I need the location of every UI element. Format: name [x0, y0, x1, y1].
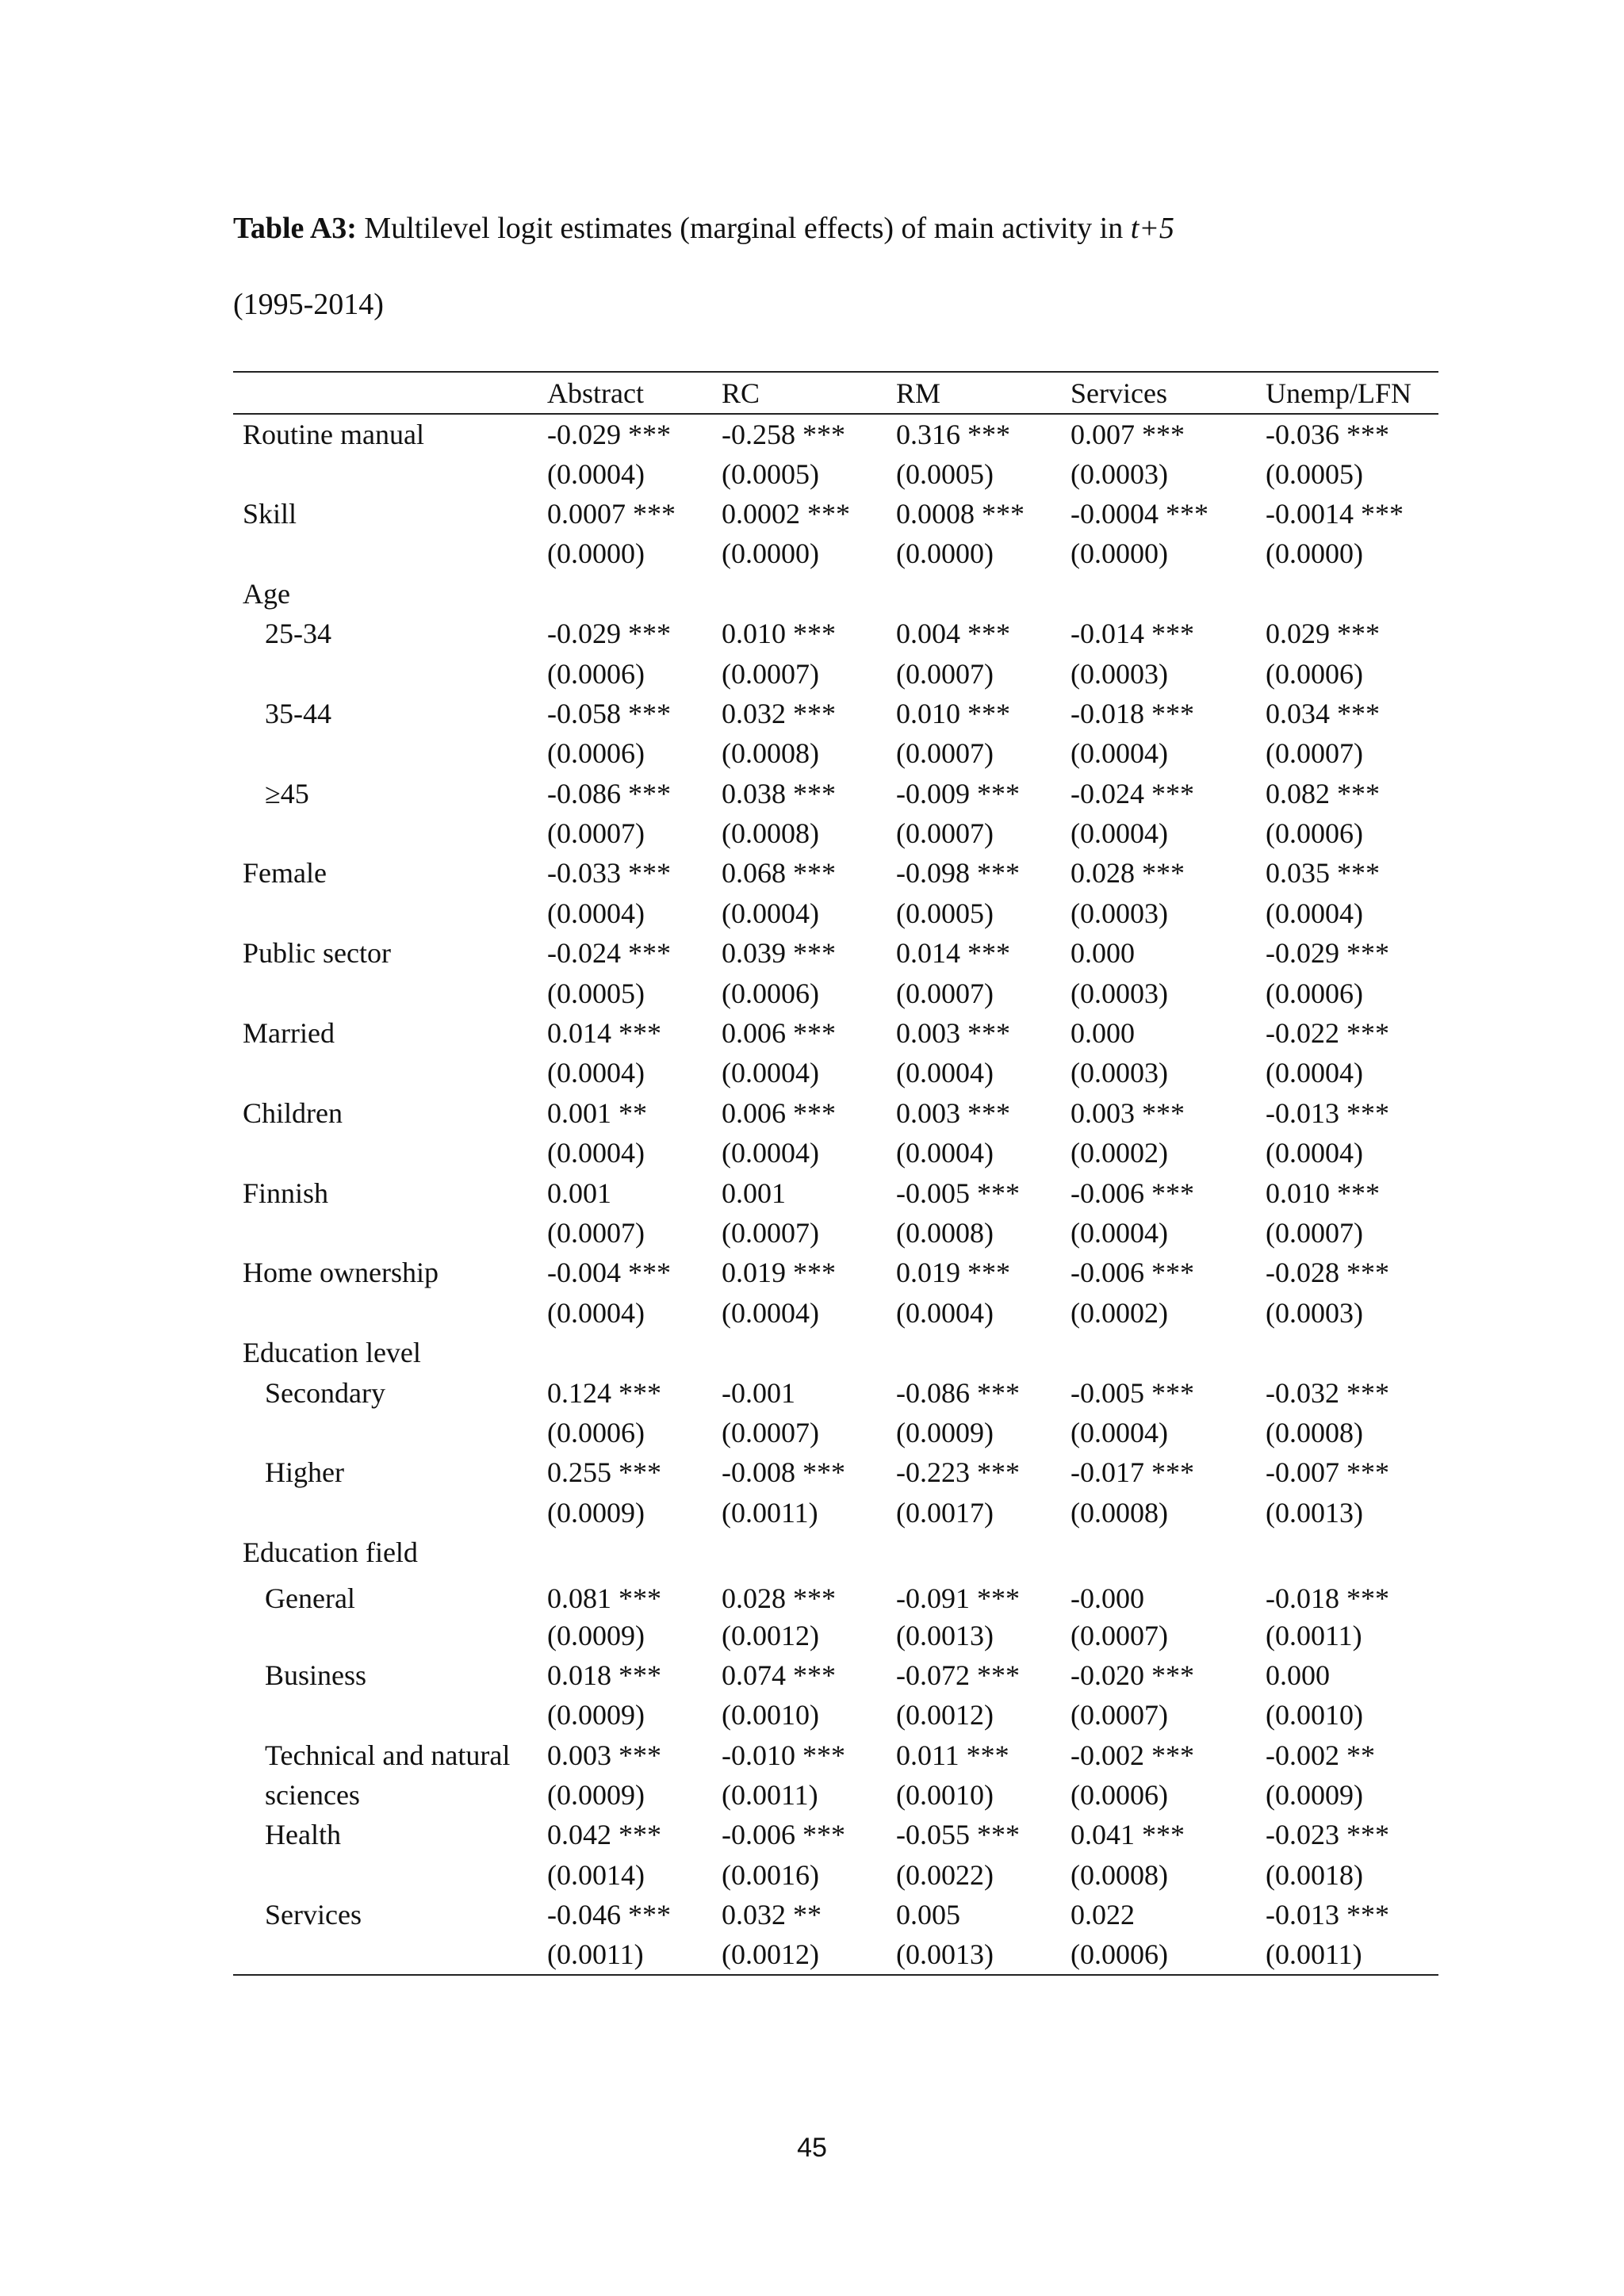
caption-italic: t+5: [1130, 212, 1174, 245]
table-row: [233, 574, 1438, 614]
table-cell: -0.002 **: [1266, 1739, 1375, 1771]
table-cell: (0.0010): [722, 1699, 819, 1732]
table-row: [233, 733, 1438, 773]
table-cell: (0.0003): [1071, 657, 1168, 690]
table-cell: (0.0014): [547, 1858, 645, 1891]
table-cell: -0.006 ***: [1071, 1257, 1194, 1289]
table-cell: (0.0007): [1266, 737, 1363, 770]
table-cell: (0.0004): [1071, 737, 1168, 770]
table-cell: 0.003 ***: [1071, 1096, 1185, 1129]
table-cell: (0.0002): [1071, 1137, 1168, 1169]
table-cell: [1071, 574, 1266, 614]
table-cell: (0.0013): [896, 1619, 994, 1651]
column-header: Unemp/LFN: [1266, 372, 1438, 414]
table-cell: (0.0013): [896, 1934, 1071, 1974]
table-cell: (0.0010): [896, 1779, 994, 1812]
table-cell: 0.038 ***: [722, 777, 836, 809]
table-cell: (0.0000): [547, 538, 645, 570]
table-cell: (0.0004): [896, 1057, 994, 1089]
table-cell: (0.0007): [1071, 1699, 1168, 1732]
table-cell: (0.0007): [547, 1217, 645, 1249]
table-cell: 0.255 ***: [547, 1456, 661, 1489]
table-cell: 0.019 ***: [896, 1257, 1010, 1289]
table-cell: -0.010 ***: [722, 1739, 845, 1771]
column-header: Abstract: [547, 372, 722, 414]
table-cell: (0.0003): [1071, 897, 1168, 929]
row-label: 25-34: [265, 618, 331, 650]
table-cell: 0.003 ***: [896, 1017, 1010, 1050]
row-label: Technical and natural: [265, 1739, 511, 1771]
table-cell: 0.010 ***: [896, 697, 1010, 729]
table-cell: 0.0007 ***: [547, 497, 676, 530]
table-cell: (0.0007): [1266, 1217, 1363, 1249]
table-cell: (0.0012): [896, 1699, 994, 1732]
page-number: 45: [797, 2133, 827, 2163]
row-label: [233, 733, 547, 773]
table-cell: (0.0004): [1266, 1057, 1363, 1089]
caption-line-1: [233, 190, 1423, 266]
table-cell: (0.0007): [722, 1416, 819, 1448]
table-cell: -0.022 ***: [1266, 1017, 1389, 1050]
row-label: [233, 1934, 547, 1974]
row-label: 35-44: [265, 697, 331, 729]
table-row: [233, 534, 1438, 573]
table-cell: 0.003 ***: [896, 1096, 1010, 1129]
table-cell: (0.0008): [722, 817, 819, 850]
table-cell: (0.0003): [1266, 1296, 1363, 1329]
table-cell: 0.124 ***: [547, 1376, 661, 1409]
table-cell: (0.0005): [896, 457, 994, 490]
table-row: [233, 494, 1438, 534]
table-cell: 0.001 **: [547, 1096, 647, 1129]
table-cell: (0.0004): [896, 1137, 994, 1169]
table-cell: (0.0003): [1071, 457, 1168, 490]
table-cell: (0.0004): [722, 1296, 819, 1329]
estimates-table: [233, 371, 1438, 1976]
row-label: Skill: [243, 497, 297, 530]
table-cell: -0.018 ***: [1266, 1582, 1389, 1615]
row-label: Public sector: [243, 937, 391, 970]
caption-period: (1995-2014): [233, 288, 384, 321]
table-cell: (0.0006): [547, 1416, 645, 1448]
table-cell: (0.0004): [1071, 1416, 1168, 1448]
row-label: [233, 534, 547, 573]
table-cell: 0.010 ***: [1266, 1177, 1380, 1209]
table-cell: (0.0004): [1071, 817, 1168, 850]
table-row: [233, 1133, 1438, 1173]
table-cell: 0.032 **: [722, 1899, 822, 1931]
table-cell: (0.0004): [547, 457, 645, 490]
table-cell: 0.316 ***: [896, 418, 1010, 450]
table-row: [233, 1695, 1438, 1735]
table-cell: (0.0006): [1266, 977, 1363, 1009]
table-row: [233, 1173, 1438, 1212]
table-cell: (0.0004): [722, 1137, 819, 1169]
table-cell: 0.039 ***: [722, 937, 836, 970]
table-cell: (0.0000): [896, 538, 994, 570]
table-cell: 0.029 ***: [1266, 618, 1380, 650]
table-cell: 0.000: [1071, 1017, 1135, 1050]
table-cell: -0.023 ***: [1266, 1819, 1389, 1851]
table-row: [233, 1333, 1438, 1372]
row-label: Married: [243, 1017, 335, 1050]
table-cell: 0.014 ***: [896, 937, 1010, 970]
table-cell: -0.014 ***: [1071, 618, 1194, 650]
table-cell: (0.0004): [547, 1057, 645, 1089]
table-cell: (0.0004): [722, 1057, 819, 1089]
table-cell: (0.0000): [1266, 538, 1363, 570]
table-cell: (0.0004): [1266, 1137, 1363, 1169]
table-cell: -0.007 ***: [1266, 1456, 1389, 1489]
table-cell: [896, 1533, 1071, 1572]
table-cell: 0.081 ***: [547, 1582, 661, 1615]
table-cell: (0.0005): [896, 897, 994, 929]
caption-label: Table A3:: [233, 212, 357, 245]
row-label: Age: [243, 577, 290, 610]
table-cell: (0.0007): [896, 737, 994, 770]
table-cell: (0.0004): [1266, 897, 1363, 929]
table-cell: -0.029 ***: [1266, 937, 1389, 970]
row-label: Female: [243, 857, 327, 890]
table-row: [233, 774, 1438, 813]
table-cell: -0.004 ***: [547, 1257, 671, 1289]
row-label: [233, 1293, 547, 1333]
table-cell: (0.0004): [722, 897, 819, 929]
column-header: Services: [1071, 372, 1266, 414]
table-cell: (0.0007): [1071, 1619, 1168, 1651]
table-cell: -0.013 ***: [1266, 1096, 1389, 1129]
table-cell: (0.0004): [1071, 1217, 1168, 1249]
row-label: [233, 1413, 547, 1452]
table-cell: -0.058 ***: [547, 697, 671, 729]
table-cell: [896, 1333, 1071, 1372]
table-cell: -0.086 ***: [547, 777, 671, 809]
table-cell: [1071, 1333, 1266, 1372]
table-cell: (0.0007): [896, 977, 994, 1009]
table-cell: (0.0018): [1266, 1858, 1363, 1891]
table-cell: (0.0000): [722, 538, 819, 570]
table-row: [233, 1815, 1438, 1854]
table-cell: (0.0006): [1071, 1934, 1266, 1974]
table-cell: -0.005 ***: [896, 1177, 1020, 1209]
table-cell: 0.0008 ***: [896, 497, 1025, 530]
table-cell: -0.006 ***: [1071, 1177, 1194, 1209]
table-row: [233, 894, 1438, 933]
table-row: [233, 1775, 1438, 1815]
table-row: [233, 973, 1438, 1012]
table-cell: (0.0011): [722, 1779, 818, 1812]
table-cell: (0.0004): [896, 1296, 994, 1329]
table-row: [233, 1655, 1438, 1695]
table-row: [233, 414, 1438, 453]
table-row: [233, 1293, 1438, 1333]
table-cell: -0.098 ***: [896, 857, 1020, 890]
row-label: [233, 1213, 547, 1253]
table-cell: 0.035 ***: [1266, 857, 1380, 890]
table-row: [233, 1934, 1438, 1974]
table-cell: -0.032 ***: [1266, 1376, 1389, 1409]
table-cell: [1071, 1533, 1266, 1572]
table-cell: (0.0016): [722, 1858, 819, 1891]
table-cell: 0.082 ***: [1266, 777, 1380, 809]
table-cell: (0.0008): [1071, 1858, 1168, 1891]
table-cell: 0.010 ***: [722, 618, 836, 650]
column-header: [233, 372, 547, 414]
row-label: Secondary: [265, 1376, 385, 1409]
table-cell: (0.0010): [1266, 1699, 1363, 1732]
row-label: Education level: [243, 1337, 421, 1369]
table-cell: -0.258 ***: [722, 418, 845, 450]
table-cell: 0.005: [896, 1899, 960, 1931]
table-cell: (0.0006): [1266, 657, 1363, 690]
table-cell: (0.0008): [1266, 1416, 1363, 1448]
table-cell: -0.009 ***: [896, 777, 1020, 809]
row-label: [233, 894, 547, 933]
table-cell: 0.028 ***: [722, 1582, 836, 1615]
table-cell: (0.0009): [547, 1779, 645, 1812]
table-row: [233, 1735, 1438, 1775]
table-cell: (0.0000): [1071, 538, 1168, 570]
table-cell: 0.022: [1071, 1899, 1135, 1931]
table-row: [233, 1533, 1438, 1572]
table-cell: 0.041 ***: [1071, 1819, 1185, 1851]
table-cell: (0.0006): [722, 977, 819, 1009]
table-cell: (0.0002): [1071, 1296, 1168, 1329]
table-cell: (0.0012): [722, 1619, 819, 1651]
table-cell: (0.0003): [1071, 1057, 1168, 1089]
table-cell: (0.0007): [722, 1217, 819, 1249]
table-cell: -0.002 ***: [1071, 1739, 1194, 1771]
table-row: [233, 1372, 1438, 1412]
table-row: [233, 614, 1438, 653]
table-cell: (0.0011): [1266, 1619, 1362, 1651]
table-cell: 0.019 ***: [722, 1257, 836, 1289]
table-cell: 0.006 ***: [722, 1017, 836, 1050]
table-cell: (0.0006): [547, 737, 645, 770]
table-cell: (0.0004): [547, 1296, 645, 1329]
table-cell: 0.006 ***: [722, 1096, 836, 1129]
table-cell: -0.086 ***: [896, 1376, 1020, 1409]
table-cell: (0.0007): [896, 657, 994, 690]
table-row: [233, 813, 1438, 853]
table-cell: -0.055 ***: [896, 1819, 1020, 1851]
row-label: Children: [243, 1096, 343, 1129]
table-cell: -0.018 ***: [1071, 697, 1194, 729]
table-cell: [1266, 1533, 1438, 1572]
row-label: Education field: [243, 1536, 418, 1569]
table-cell: (0.0009): [547, 1496, 645, 1529]
table-cell: 0.014 ***: [547, 1017, 661, 1050]
table-cell: 0.000: [1071, 937, 1135, 970]
table-cell: -0.029 ***: [547, 618, 671, 650]
table-cell: -0.024 ***: [547, 937, 671, 970]
table-cell: -0.013 ***: [1266, 1899, 1389, 1931]
table-row: [233, 853, 1438, 893]
row-label: General: [265, 1582, 355, 1615]
column-header: RM: [896, 372, 1071, 414]
table-row: [233, 1615, 1438, 1655]
table-cell: (0.0009): [896, 1416, 994, 1448]
table-cell: (0.0005): [722, 457, 819, 490]
table-row: [233, 653, 1438, 693]
table-row: [233, 1895, 1438, 1934]
table-cell: 0.003 ***: [547, 1739, 661, 1771]
table-row: [233, 1093, 1438, 1133]
row-label: [233, 973, 547, 1012]
table-cell: (0.0003): [1071, 977, 1168, 1009]
table-cell: -0.000: [1071, 1582, 1144, 1615]
table-cell: (0.0007): [896, 817, 994, 850]
table-cell: 0.032 ***: [722, 697, 836, 729]
table-cell: (0.0017): [896, 1496, 994, 1529]
table-cell: 0.001: [547, 1177, 611, 1209]
table-cell: [1266, 1333, 1438, 1372]
table-cell: (0.0012): [722, 1934, 896, 1974]
row-label: Higher: [265, 1456, 344, 1489]
row-label: [233, 1493, 547, 1533]
table-cell: -0.0014 ***: [1266, 497, 1404, 530]
table-cell: [722, 1533, 896, 1572]
table-cell: (0.0008): [1071, 1496, 1168, 1529]
table-cell: 0.004 ***: [896, 618, 1010, 650]
table-cell: (0.0007): [722, 657, 819, 690]
table-cell: [722, 1333, 896, 1372]
row-label: Services: [265, 1899, 362, 1931]
table-cell: [547, 574, 722, 614]
table-row: [233, 1413, 1438, 1452]
table-cell: (0.0008): [896, 1217, 994, 1249]
table-row: [233, 1253, 1438, 1292]
table-cell: (0.0009): [547, 1619, 645, 1651]
table-cell: [547, 1333, 722, 1372]
table-cell: 0.042 ***: [547, 1819, 661, 1851]
table-cell: (0.0007): [547, 817, 645, 850]
table-row: [233, 933, 1438, 973]
table-cell: 0.0002 ***: [722, 497, 850, 530]
table-cell: 0.034 ***: [1266, 697, 1380, 729]
row-label: [233, 1053, 547, 1093]
table-cell: 0.001: [722, 1177, 786, 1209]
table-cell: [896, 574, 1071, 614]
table-cell: -0.091 ***: [896, 1582, 1020, 1615]
table-header-row: [233, 372, 1438, 414]
table-cell: 0.028 ***: [1071, 857, 1185, 890]
table-cell: -0.020 ***: [1071, 1659, 1194, 1691]
table-cell: -0.006 ***: [722, 1819, 845, 1851]
table-cell: (0.0011): [722, 1496, 818, 1529]
table-cell: 0.011 ***: [896, 1739, 1009, 1771]
row-label: Business: [265, 1659, 367, 1691]
row-label: [233, 1615, 547, 1655]
table-cell: -0.017 ***: [1071, 1456, 1194, 1489]
row-label: [233, 813, 547, 853]
table-cell: 0.074 ***: [722, 1659, 836, 1691]
table-cell: -0.001: [722, 1376, 795, 1409]
table-cell: -0.223 ***: [896, 1456, 1020, 1489]
table-cell: (0.0008): [722, 737, 819, 770]
row-label: Routine manual: [243, 418, 424, 450]
table-cell: -0.072 ***: [896, 1659, 1020, 1691]
table-row: [233, 1053, 1438, 1093]
table-row: [233, 1572, 1438, 1615]
table-cell: [547, 1533, 722, 1572]
row-label: sciences: [265, 1779, 360, 1812]
table-row: [233, 453, 1438, 493]
table-row: [233, 1213, 1438, 1253]
table-row: [233, 1493, 1438, 1533]
column-header: RC: [722, 372, 896, 414]
table-cell: (0.0005): [1266, 457, 1363, 490]
row-label: [233, 653, 547, 693]
table-cell: (0.0013): [1266, 1496, 1363, 1529]
table-cell: -0.005 ***: [1071, 1376, 1194, 1409]
row-label: Finnish: [243, 1177, 329, 1209]
table-cell: (0.0006): [547, 657, 645, 690]
table-cell: (0.0011): [547, 1934, 722, 1974]
table-cell: (0.0011): [1266, 1934, 1438, 1974]
table-caption: [233, 190, 1423, 342]
table-cell: (0.0006): [1071, 1779, 1168, 1812]
row-label: ≥45: [265, 777, 309, 809]
row-label: Home ownership: [243, 1257, 439, 1289]
table-cell: [1266, 574, 1438, 614]
table-cell: -0.046 ***: [547, 1899, 671, 1931]
row-label: Health: [265, 1819, 341, 1851]
table-cell: 0.007 ***: [1071, 418, 1185, 450]
table-cell: [722, 574, 896, 614]
table-cell: (0.0009): [547, 1699, 645, 1732]
table-cell: (0.0004): [547, 1137, 645, 1169]
table-cell: 0.000: [1266, 1659, 1330, 1691]
table-cell: 0.018 ***: [547, 1659, 661, 1691]
row-label: [233, 1133, 547, 1173]
table-cell: -0.008 ***: [722, 1456, 845, 1489]
table-cell: 0.068 ***: [722, 857, 836, 890]
table-cell: (0.0004): [547, 897, 645, 929]
table-row: [233, 1452, 1438, 1492]
table-cell: -0.0004 ***: [1071, 497, 1208, 530]
table-cell: -0.024 ***: [1071, 777, 1194, 809]
table-cell: -0.036 ***: [1266, 418, 1389, 450]
table-cell: (0.0005): [547, 977, 645, 1009]
caption-text: Multilevel logit estimates (marginal effects) of main activity in: [356, 212, 1131, 245]
row-label: [233, 1855, 547, 1895]
table-cell: -0.028 ***: [1266, 1257, 1389, 1289]
table-cell: (0.0006): [1266, 817, 1363, 850]
row-label: [233, 453, 547, 493]
table-row: [233, 1013, 1438, 1053]
table-row: [233, 694, 1438, 733]
table-cell: -0.029 ***: [547, 418, 671, 450]
table-cell: (0.0009): [1266, 1779, 1363, 1812]
table-body: [233, 414, 1438, 1975]
row-label: [233, 1695, 547, 1735]
table-cell: (0.0022): [896, 1858, 994, 1891]
table-cell: -0.033 ***: [547, 857, 671, 890]
table-row: [233, 1855, 1438, 1895]
